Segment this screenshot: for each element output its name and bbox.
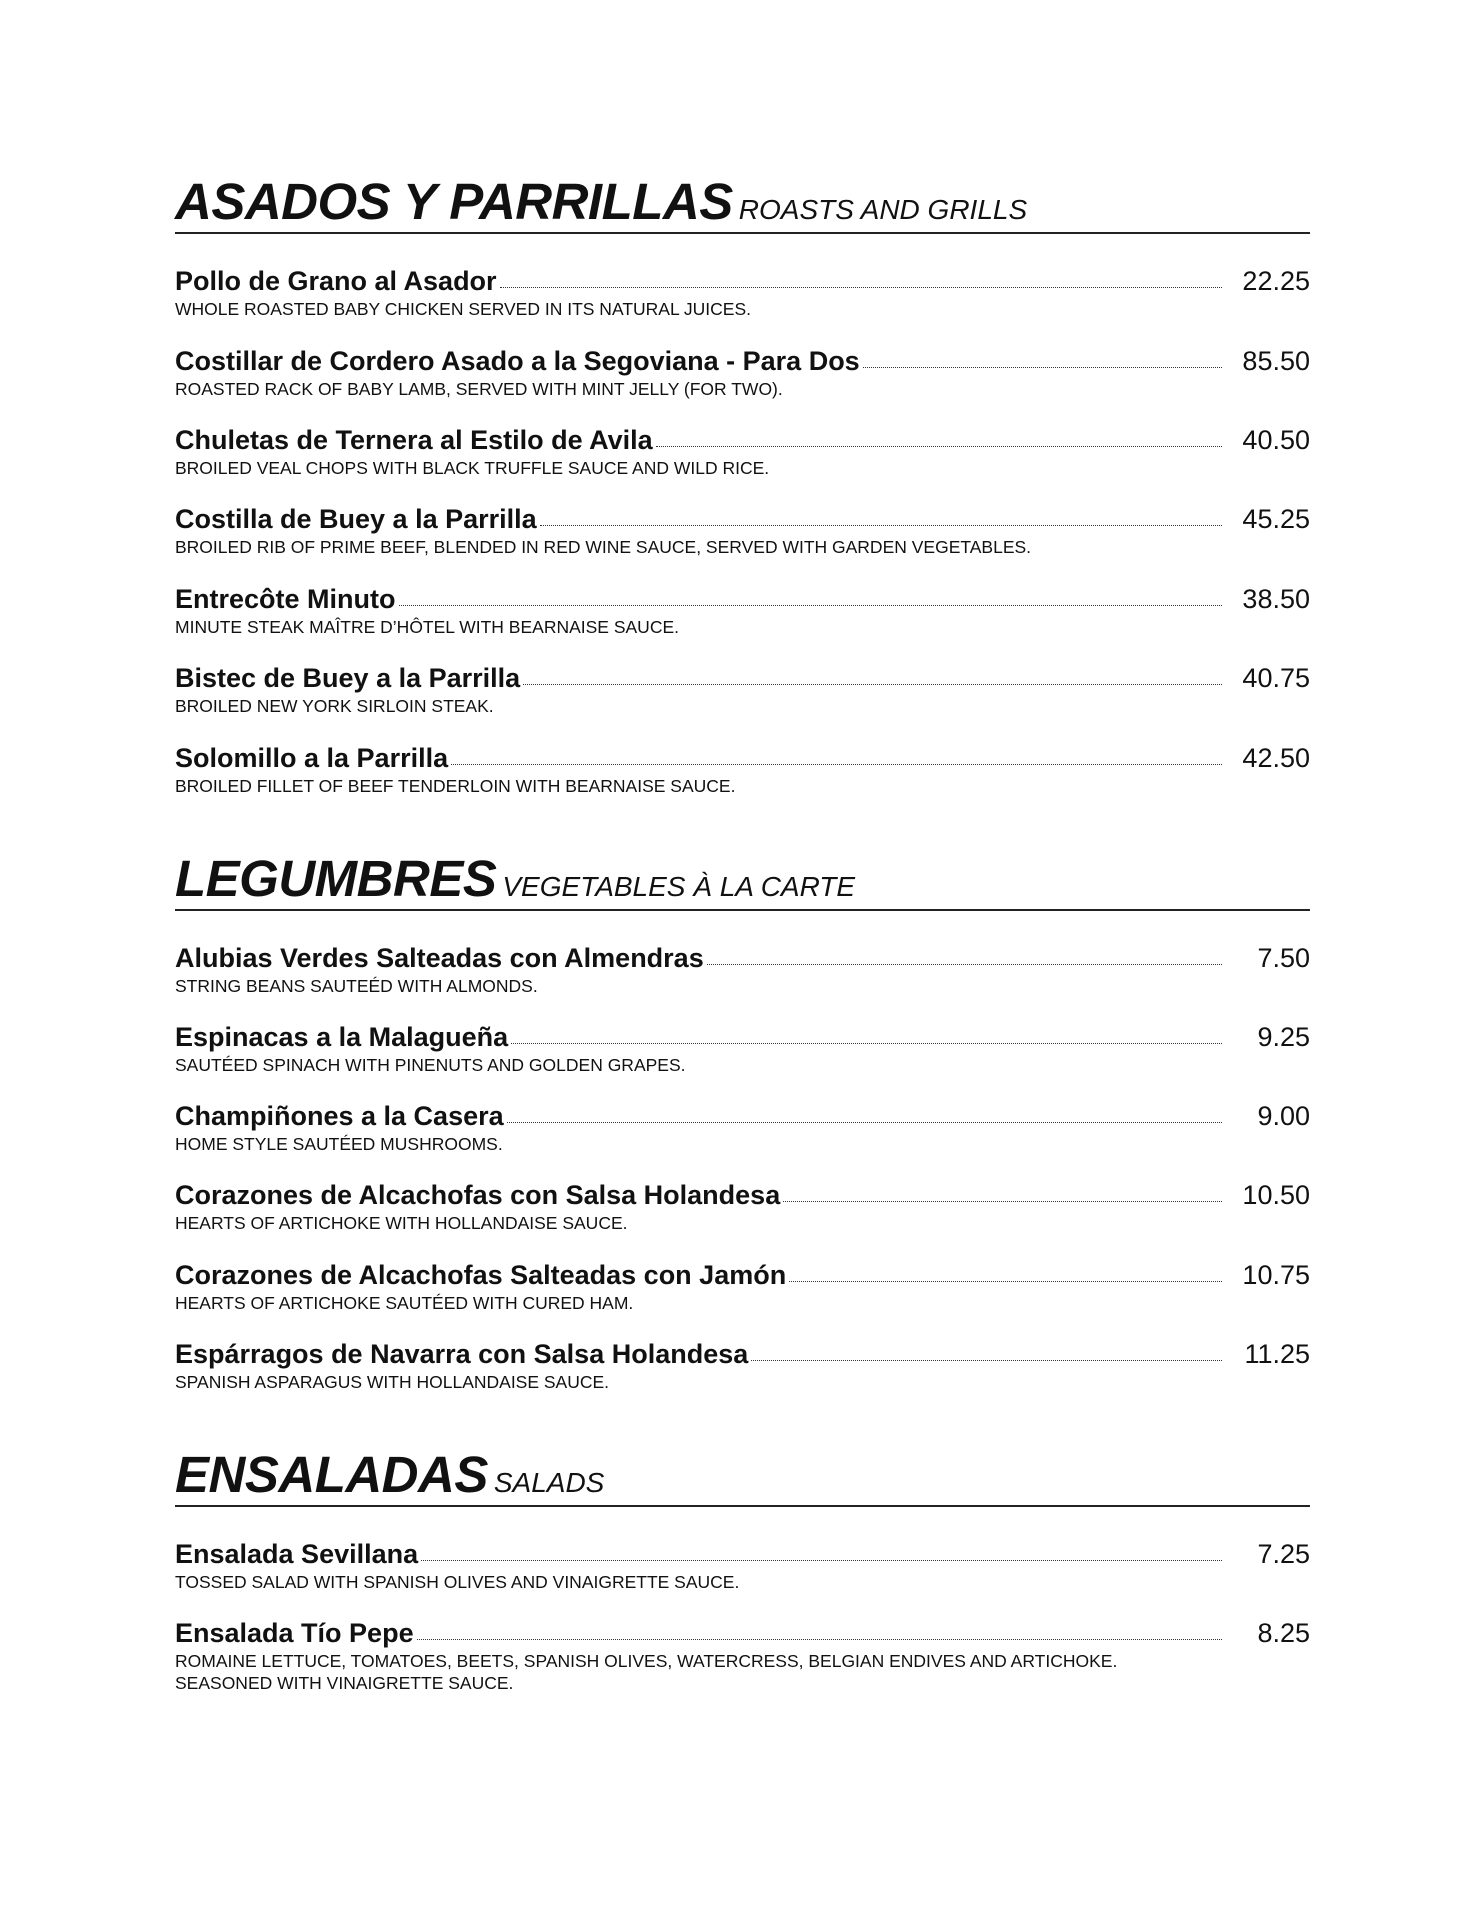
menu-item (175, 663, 1310, 717)
item-name: Ensalada Sevillana (175, 1539, 419, 1569)
dot-leader (540, 524, 1222, 526)
item-name: Espárragos de Navarra con Salsa Holandesa (175, 1339, 749, 1369)
menu-item (175, 1180, 1310, 1234)
item-name: Bistec de Buey a la Parrilla (175, 663, 521, 693)
item-description: MINUTE STEAK MAÎTRE D’HÔTEL WITH BEARNAISE SAUCE. (175, 617, 679, 637)
menu-item (175, 1339, 1310, 1393)
menu-item (175, 1101, 1310, 1155)
item-description: BROILED VEAL CHOPS WITH BLACK TRUFFLE SAUCE AND WILD RICE. (175, 458, 770, 478)
section-header-legumbres (175, 850, 1310, 911)
menu-item (175, 425, 1310, 479)
item-price: 42.50 (1242, 743, 1310, 773)
item-name: Corazones de Alcachofas con Salsa Holandesa (175, 1180, 781, 1210)
item-description: TOSSED SALAD WITH SPANISH OLIVES AND VINAIGRETTE SAUCE. (175, 1572, 740, 1592)
item-price: 22.25 (1242, 266, 1310, 296)
dot-leader (507, 1121, 1222, 1123)
item-price: 11.25 (1244, 1339, 1310, 1369)
item-price: 7.50 (1257, 943, 1310, 973)
item-description: STRING BEANS SAUTEÉD WITH ALMONDS. (175, 976, 538, 996)
item-name: Solomillo a la Parrilla (175, 743, 449, 773)
dot-leader (417, 1638, 1222, 1640)
item-price: 9.00 (1257, 1101, 1310, 1131)
menu-item (175, 1022, 1310, 1076)
item-name: Costilla de Buey a la Parrilla (175, 504, 537, 534)
item-price: 10.50 (1242, 1180, 1310, 1210)
item-name: Chuletas de Ternera al Estilo de Avila (175, 425, 653, 455)
section-title-es: LEGUMBRES (175, 850, 497, 907)
menu-item (175, 1618, 1310, 1694)
dot-leader (399, 604, 1223, 606)
dot-leader (511, 1042, 1222, 1044)
item-price: 8.25 (1257, 1618, 1310, 1648)
item-price: 85.50 (1242, 346, 1310, 376)
menu-item (175, 266, 1310, 320)
menu-item (175, 1539, 1310, 1593)
dot-leader (783, 1200, 1222, 1202)
section-header-asados (175, 173, 1310, 234)
section-title-es: ENSALADAS (175, 1446, 488, 1503)
item-description: BROILED RIB OF PRIME BEEF, BLENDED IN RED WINE SAUCE, SERVED WITH GARDEN VEGETABLES. (175, 537, 1032, 557)
item-price: 40.50 (1242, 425, 1310, 455)
item-description: BROILED FILLET OF BEEF TENDERLOIN WITH BEARNAISE SAUCE. (175, 776, 736, 796)
item-description: SAUTÉED SPINACH WITH PINENUTS AND GOLDEN GRAPES. (175, 1055, 686, 1075)
menu-item (175, 584, 1310, 638)
item-name: Costillar de Cordero Asado a la Segoviana - Para Dos (175, 346, 860, 376)
dot-leader (789, 1280, 1222, 1282)
item-price: 9.25 (1257, 1022, 1310, 1052)
item-description: SPANISH ASPARAGUS WITH HOLLANDAISE SAUCE. (175, 1372, 610, 1392)
item-description: BROILED NEW YORK SIRLOIN STEAK. (175, 696, 494, 716)
section-title-en: VEGETABLES À LA CARTE (502, 871, 856, 902)
item-description: ROMAINE LETTUCE, TOMATOES, BEETS, SPANISH OLIVES, WATERCRESS, BELGIAN ENDIVES AND ARTICHOKE. SEASONED WITH VINAIGRETTE SAUCE. (175, 1651, 1118, 1693)
menu-item (175, 1260, 1310, 1314)
item-name: Espinacas a la Malagueña (175, 1022, 509, 1052)
item-name: Alubias Verdes Salteadas con Almendras (175, 943, 704, 973)
item-description: HOME STYLE SAUTÉED MUSHROOMS. (175, 1134, 503, 1154)
menu-item (175, 346, 1310, 400)
item-price: 45.25 (1242, 504, 1310, 534)
dot-leader (451, 763, 1222, 765)
item-description: ROASTED RACK OF BABY LAMB, SERVED WITH MINT JELLY (FOR TWO). (175, 379, 783, 399)
item-name: Champiñones a la Casera (175, 1101, 504, 1131)
dot-leader (751, 1359, 1222, 1361)
item-price: 10.75 (1242, 1260, 1310, 1290)
section-header-ensaladas (175, 1446, 1310, 1507)
item-price: 38.50 (1242, 584, 1310, 614)
section-title-es: ASADOS Y PARRILLAS (175, 173, 733, 230)
item-name: Corazones de Alcachofas Salteadas con Jamón (175, 1260, 787, 1290)
item-price: 40.75 (1242, 663, 1310, 693)
item-name: Ensalada Tío Pepe (175, 1618, 414, 1648)
dot-leader (863, 366, 1222, 368)
item-name: Pollo de Grano al Asador (175, 266, 497, 296)
dot-leader (707, 963, 1222, 965)
menu-item (175, 943, 1310, 997)
dot-leader (523, 683, 1222, 685)
menu-item (175, 504, 1310, 558)
section-title-en: ROASTS AND GRILLS (738, 194, 1028, 225)
item-name: Entrecôte Minuto (175, 584, 396, 614)
item-description: HEARTS OF ARTICHOKE SAUTÉED WITH CURED HAM. (175, 1293, 634, 1313)
item-description: HEARTS OF ARTICHOKE WITH HOLLANDAISE SAUCE. (175, 1213, 628, 1233)
menu-item (175, 743, 1310, 797)
item-description: WHOLE ROASTED BABY CHICKEN SERVED IN ITS NATURAL JUICES. (175, 299, 751, 319)
dot-leader (656, 445, 1222, 447)
item-price: 7.25 (1257, 1539, 1310, 1569)
dot-leader (500, 286, 1222, 288)
section-title-en: SALADS (493, 1467, 605, 1498)
dot-leader (421, 1559, 1222, 1561)
